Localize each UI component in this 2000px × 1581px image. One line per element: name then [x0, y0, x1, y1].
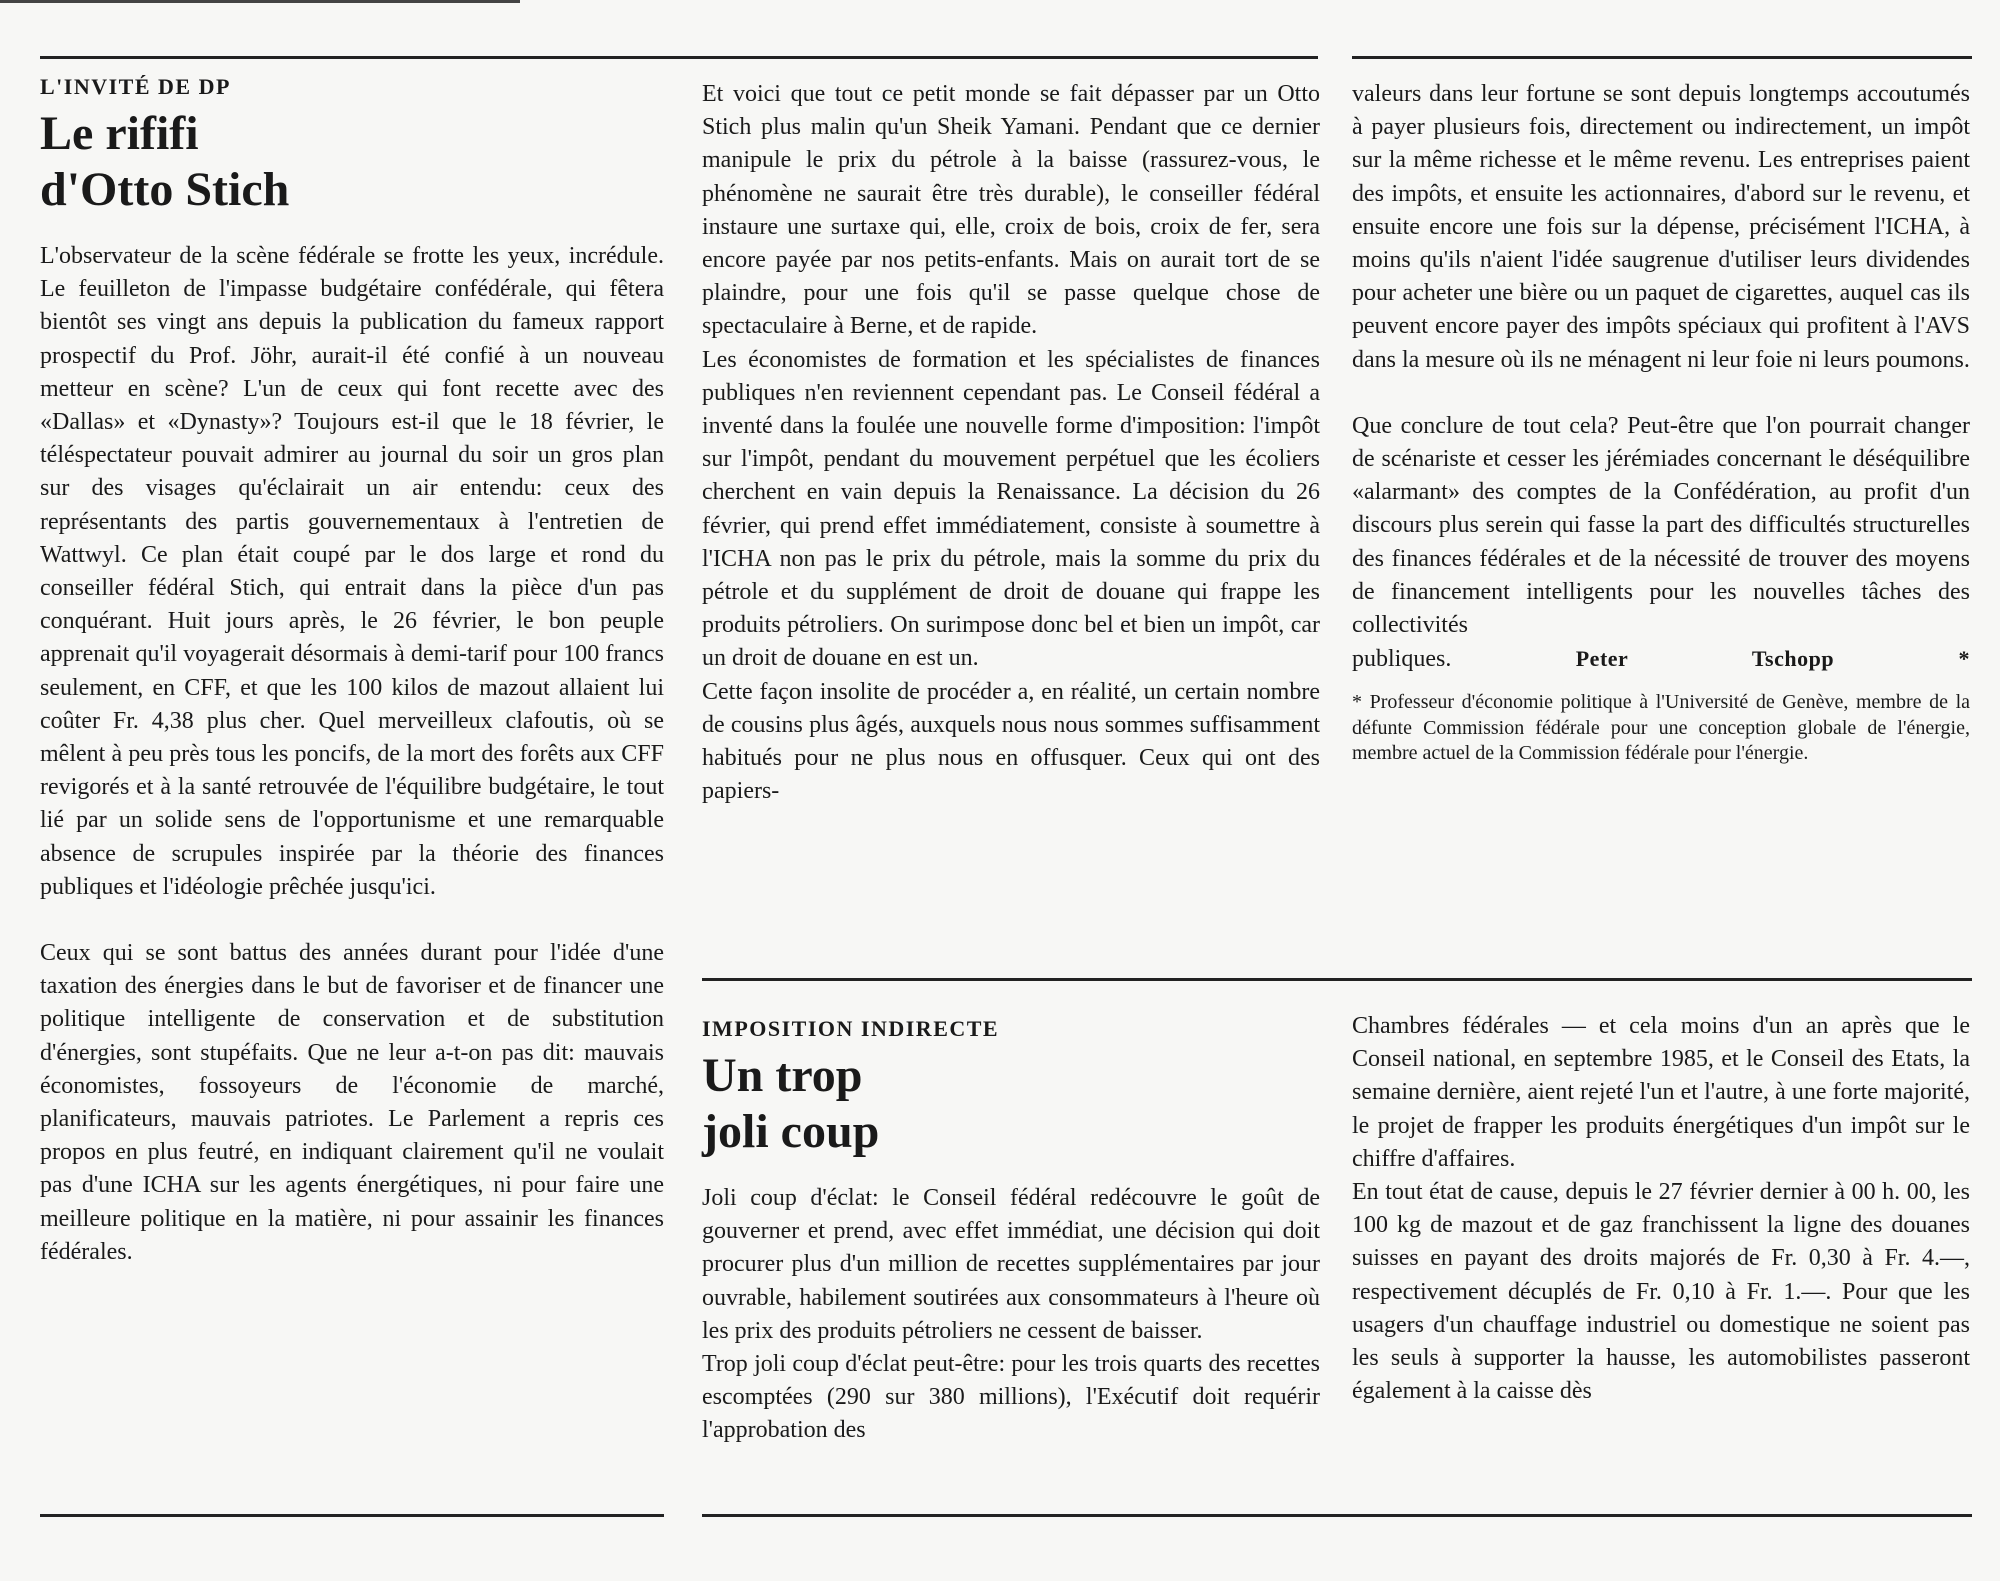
article1-headline-line2: d'Otto Stich — [40, 163, 290, 216]
bottom-rule-left — [40, 1514, 664, 1517]
article2-col2-paragraph1: Chambres fédérales — et cela moins d'un an après que le Conseil national, en septembre 1985, et le Conseil des Etats, la semaine dernière, aient rejeté l'un et l'autre, à une forte majorité, le projet de frapper les produits énergétiques d'un impôt sur le chiffre d'affaires. — [1352, 1013, 1970, 1172]
article1-col1-paragraph2: Ceux qui se sont battus des années durant pour l'idée d'une taxation des énergies dans le but de favoriser et de financer une politique intelligente de conservation et de substitution d'énergies, sont stupéfaits. Que ne leur a-t-on pas dit: mauvais économistes, fossoyeurs de l'économie de marché, planificateurs, mauvais patriotes. Le Parlement a repris ces propos en plus feutré, en indiquant clairement qu'il ne voulait pas d'une ICHA sur les agents énergétiques, ni pour faire une meilleure politique en la matière, ni pour assainir les finances fédérales. — [40, 940, 664, 1265]
article1-col3-paragraph2: Que conclure de tout cela? Peut-être que l'on pourrait changer de scénariste et cesser les jérémiades concernant le déséquilibre «alarmant» des comptes de la Confédération, au profit d'un discours plus serein qui fasse la part des difficultés structurelles des finances fédérales et de la nécessité de trouver des moyens de financement intelligents pour les nouvelles tâches des collectivités — [1352, 412, 1970, 639]
article1-col1-paragraph1: L'observateur de la scène fédérale se frotte les yeux, incrédule. Le feuilleton de l'impasse budgétaire confédérale, qui fêtera bientôt ses vingt ans depuis la publication du fameux rapport prospectif du Prof. Jöhr, aurait-il été confié à un nouveau metteur en scène? L'un de ceux qui font recette avec des «Dallas» et «Dynasty»? Toujours est-il que le 18 février, le téléspectateur pouvait admirer au journal du soir un gros plan sur des visages qu'éclairait un air entendu: ceux des représentants des partis gouvernementaux à l'entretien de Wattwyl. Ce plan était coupé par le dos large et rond du conseiller fédéral Stich, qui entrait dans la pièce d'un pas conquérant. Huit jours après, le 26 février, le bon peuple apprenait qu'il voyagerait désormais à demi-tarif pour 100 francs seulement, en CFF, et que les 100 kilos de mazout allaient lui coûter Fr. 4,38 plus cher. Quel merveilleux clafoutis, où se mêlent à peu près tous les poncifs, de la mort des forêts aux CFF revigorés et à la santé retrouvée de l'équilibre budgétaire, le tout lié par un solide sens de l'opportunisme et une remarquable absence de scrupules inspirée par la théorie des finances publiques et l'idéologie prêchée jusqu'ici. — [40, 243, 664, 900]
article1-headline-line1: Le rififi — [40, 107, 199, 160]
article1-col2-paragraph2: Les économistes de formation et les spécialistes de finances publiques n'en reviennent cependant pas. Le Conseil fédéral a inventé dans la foulée une nouvelle forme d'imposition: l'impôt sur l'impôt, pendant du mouvement perpétuel que les écoliers cherchent en vain depuis la Renaissance. La décision du 26 février, qui prend effet immédiatement, consiste à soumettre à l'ICHA non pas le prix du pétrole, mais la somme du prix du pétrole et du supplément de droit de douane qui frappe les produits pétroliers. On surimpose donc bel et bien un impôt, car un droit de douane en est un. — [702, 346, 1320, 672]
article1-signature-line — [1352, 642, 1970, 676]
article1-author: Peter Tschopp * — [1575, 646, 1970, 672]
article1-column3 — [1352, 78, 1970, 767]
article1-kicker: L'INVITÉ DE DP — [40, 74, 231, 99]
top-edge-rule — [0, 0, 520, 3]
article2-headline-line2: joli coup — [702, 1105, 880, 1158]
bottom-rule-right — [702, 1514, 1972, 1517]
article2-headline-line1: Un trop — [702, 1049, 863, 1102]
article1-col3-last-word: publiques. — [1352, 646, 1452, 673]
article1-col2-paragraph3: Cette façon insolite de procéder a, en réalité, un certain nombre de cousins plus âgés, auxquels nous nous sommes suffisamment habitués pour ne plus nous en offusquer. Ceux qui ont des papiers- — [702, 678, 1320, 805]
article1-footnote: * Professeur d'économie politique à l'Université de Genève, membre de la défunte Commission fédérale pour une conception globale de l'énergie, membre actuel de la Commission fédérale pour l'énergie. — [1352, 691, 1970, 765]
article-separator-rule — [702, 978, 1972, 981]
article2-column1 — [702, 1016, 1320, 1448]
article1-col2-paragraph1: Et voici que tout ce petit monde se fait dépasser par un Otto Stich plus malin qu'un Sheik Yamani. Pendant que ce dernier manipule le prix du pétrole à la baisse (rassurez-vous, le phénomène ne saurait être très durable), le conseiller fédéral instaure une surtaxe qui, elle, croix de bois, croix de fer, sera encore payée par nos petits-enfants. Mais on aurait tort de se plaindre, pour une fois qu'il se passe quelque chose de spectaculaire à Berne, et de rapide. — [702, 81, 1320, 340]
article1-col3-paragraph1: valeurs dans leur fortune se sont depuis longtemps accoutumés à payer plusieurs fois, directement ou indirectement, un impôt sur la même richesse et le même revenu. Les entreprises paient des impôts, et ensuite les actionnaires, d'abord sur le revenu, et ensuite encore une fois sur la dépense, précisément l'ICHA, à moins qu'ils n'aient l'idée saugrenue d'utiliser leurs dividendes pour acheter une bière ou un paquet de cigarettes, auquel cas ils peuvent encore payer des impôts spéciaux qui profitent à l'AVS dans la mesure où ils ne ménagent ni leur foie ni leurs poumons. — [1352, 81, 1970, 373]
top-rule-left — [40, 56, 1318, 59]
article1-headline — [40, 106, 664, 218]
article1-column1 — [40, 74, 664, 1269]
top-rule-right — [1352, 56, 1972, 59]
article2-kicker: IMPOSITION INDIRECTE — [702, 1016, 1000, 1041]
article2-col2-paragraph2: En tout état de cause, depuis le 27 février dernier à 00 h. 00, les 100 kg de mazout et de gaz franchissent la ligne des douanes suisses en payant des droits majorés de Fr. 0,30 à Fr. 4.—, respectivement décuplés de Fr. 0,10 à Fr. 1.—. Pour que les usagers d'un chauffage industriel ou domestique ne soient pas les seuls à supporter la hausse, les automobilistes passeront également à la caisse dès — [1352, 1179, 1970, 1405]
article1-column2 — [702, 78, 1320, 808]
article2-col1-paragraph1: Joli coup d'éclat: le Conseil fédéral redécouvre le goût de gouverner et prend, avec effet immédiat, une décision qui doit procurer plus d'un million de recettes supplémentaires par jour ouvrable, habilement soutirées aux consommateurs à l'heure où les prix des produits pétroliers ne cessent de baisser. — [702, 1185, 1320, 1344]
article2-col1-paragraph2: Trop joli coup d'éclat peut-être: pour les trois quarts des recettes escomptées (290 sur 380 millions), l'Exécutif doit requérir l'approbation des — [702, 1351, 1320, 1444]
article2-column2 — [1352, 1010, 1970, 1408]
article2-headline — [702, 1048, 1320, 1160]
